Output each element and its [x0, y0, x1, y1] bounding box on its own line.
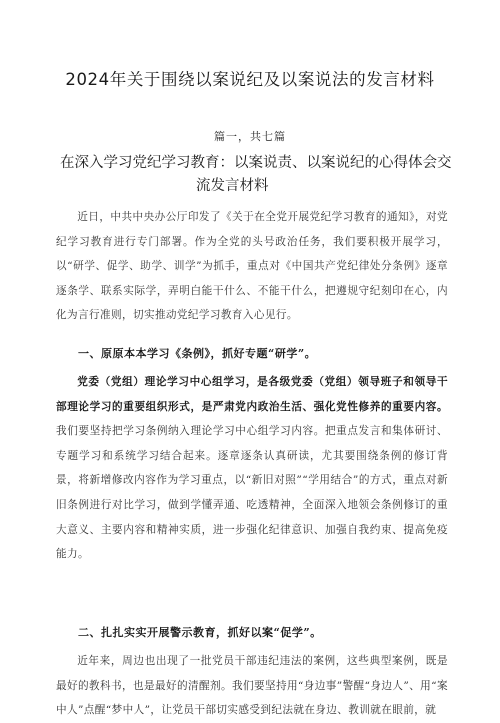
intro-paragraph	[56, 205, 448, 328]
section-2-text: 近年来，周边也出现了一批党员干部违纪违法的案例，这些典型案例，既是最好的教科书，也是最好的清醒剂。我们要坚持用“身边事”警醒“身边人”、用“案中人”点醒“梦中人”，让党员干部切实感受到纪法就在身边、教训就在眼前，就	[56, 655, 448, 717]
section-1-lead: 党委（党组）理论学习中心组学习，是各级党委（党组）领导班子和领导干部理论学习的重要组织形式，是严肃党内政治生活、强化党性修养的重要内容。	[56, 376, 448, 413]
article-subtitle	[60, 152, 452, 198]
section-1-rest: 我们要坚持把学习条例纳入理论学习中心组学习内容。把重点发言和集体研讨、专题学习和系统学习结合起来。逐章逐条认真研读，尤其要围绕条例的修订背景，将新增修改内容作为学习重点，以“新旧对照”“学用结合”的方式，重点对新旧条例进行对比学习，做到学懂弄通、吃透精神，全面深入地领会条例修订的重大意义、主要内容和精神实质，进一步强化纪律意识、加强自我约束、提高免疫能力。	[56, 425, 448, 561]
section-heading-2: 二、扎扎实实开展警示教育，抓好以案“促学”。	[78, 626, 322, 639]
section-1-paragraph	[56, 370, 448, 567]
document-title: 2024年关于围绕以案说纪及以案说法的发言材料	[65, 70, 435, 89]
part-label: 篇一，共七篇	[214, 130, 286, 143]
subtitle-line-1: 在深入学习党纪学习教育：以案说责、以案说纪的心得体会交	[60, 155, 452, 171]
section-heading-1: 一、原原本本学习《条例》，抓好专题“研学”。	[78, 347, 317, 360]
subtitle-line-2: 流发言材料	[196, 178, 269, 194]
section-2-paragraph	[56, 649, 448, 723]
intro-text: 近日，中共中央办公厅印发了《关于在全党开展党纪学习教育的通知》，对党纪学习教育进行专门部署。作为全党的头号政治任务，我们要积极开展学习，以“研学、促学、助学、训学”为抓手，重点对《中国共产党纪律处分条例》逐章逐条学、联系实际学，弄明白能干什么、不能干什么，把遵规守纪刻印在心，内化为言行准则，切实推动党纪学习教育入心见行。	[56, 211, 448, 322]
section-1-text	[56, 370, 448, 567]
